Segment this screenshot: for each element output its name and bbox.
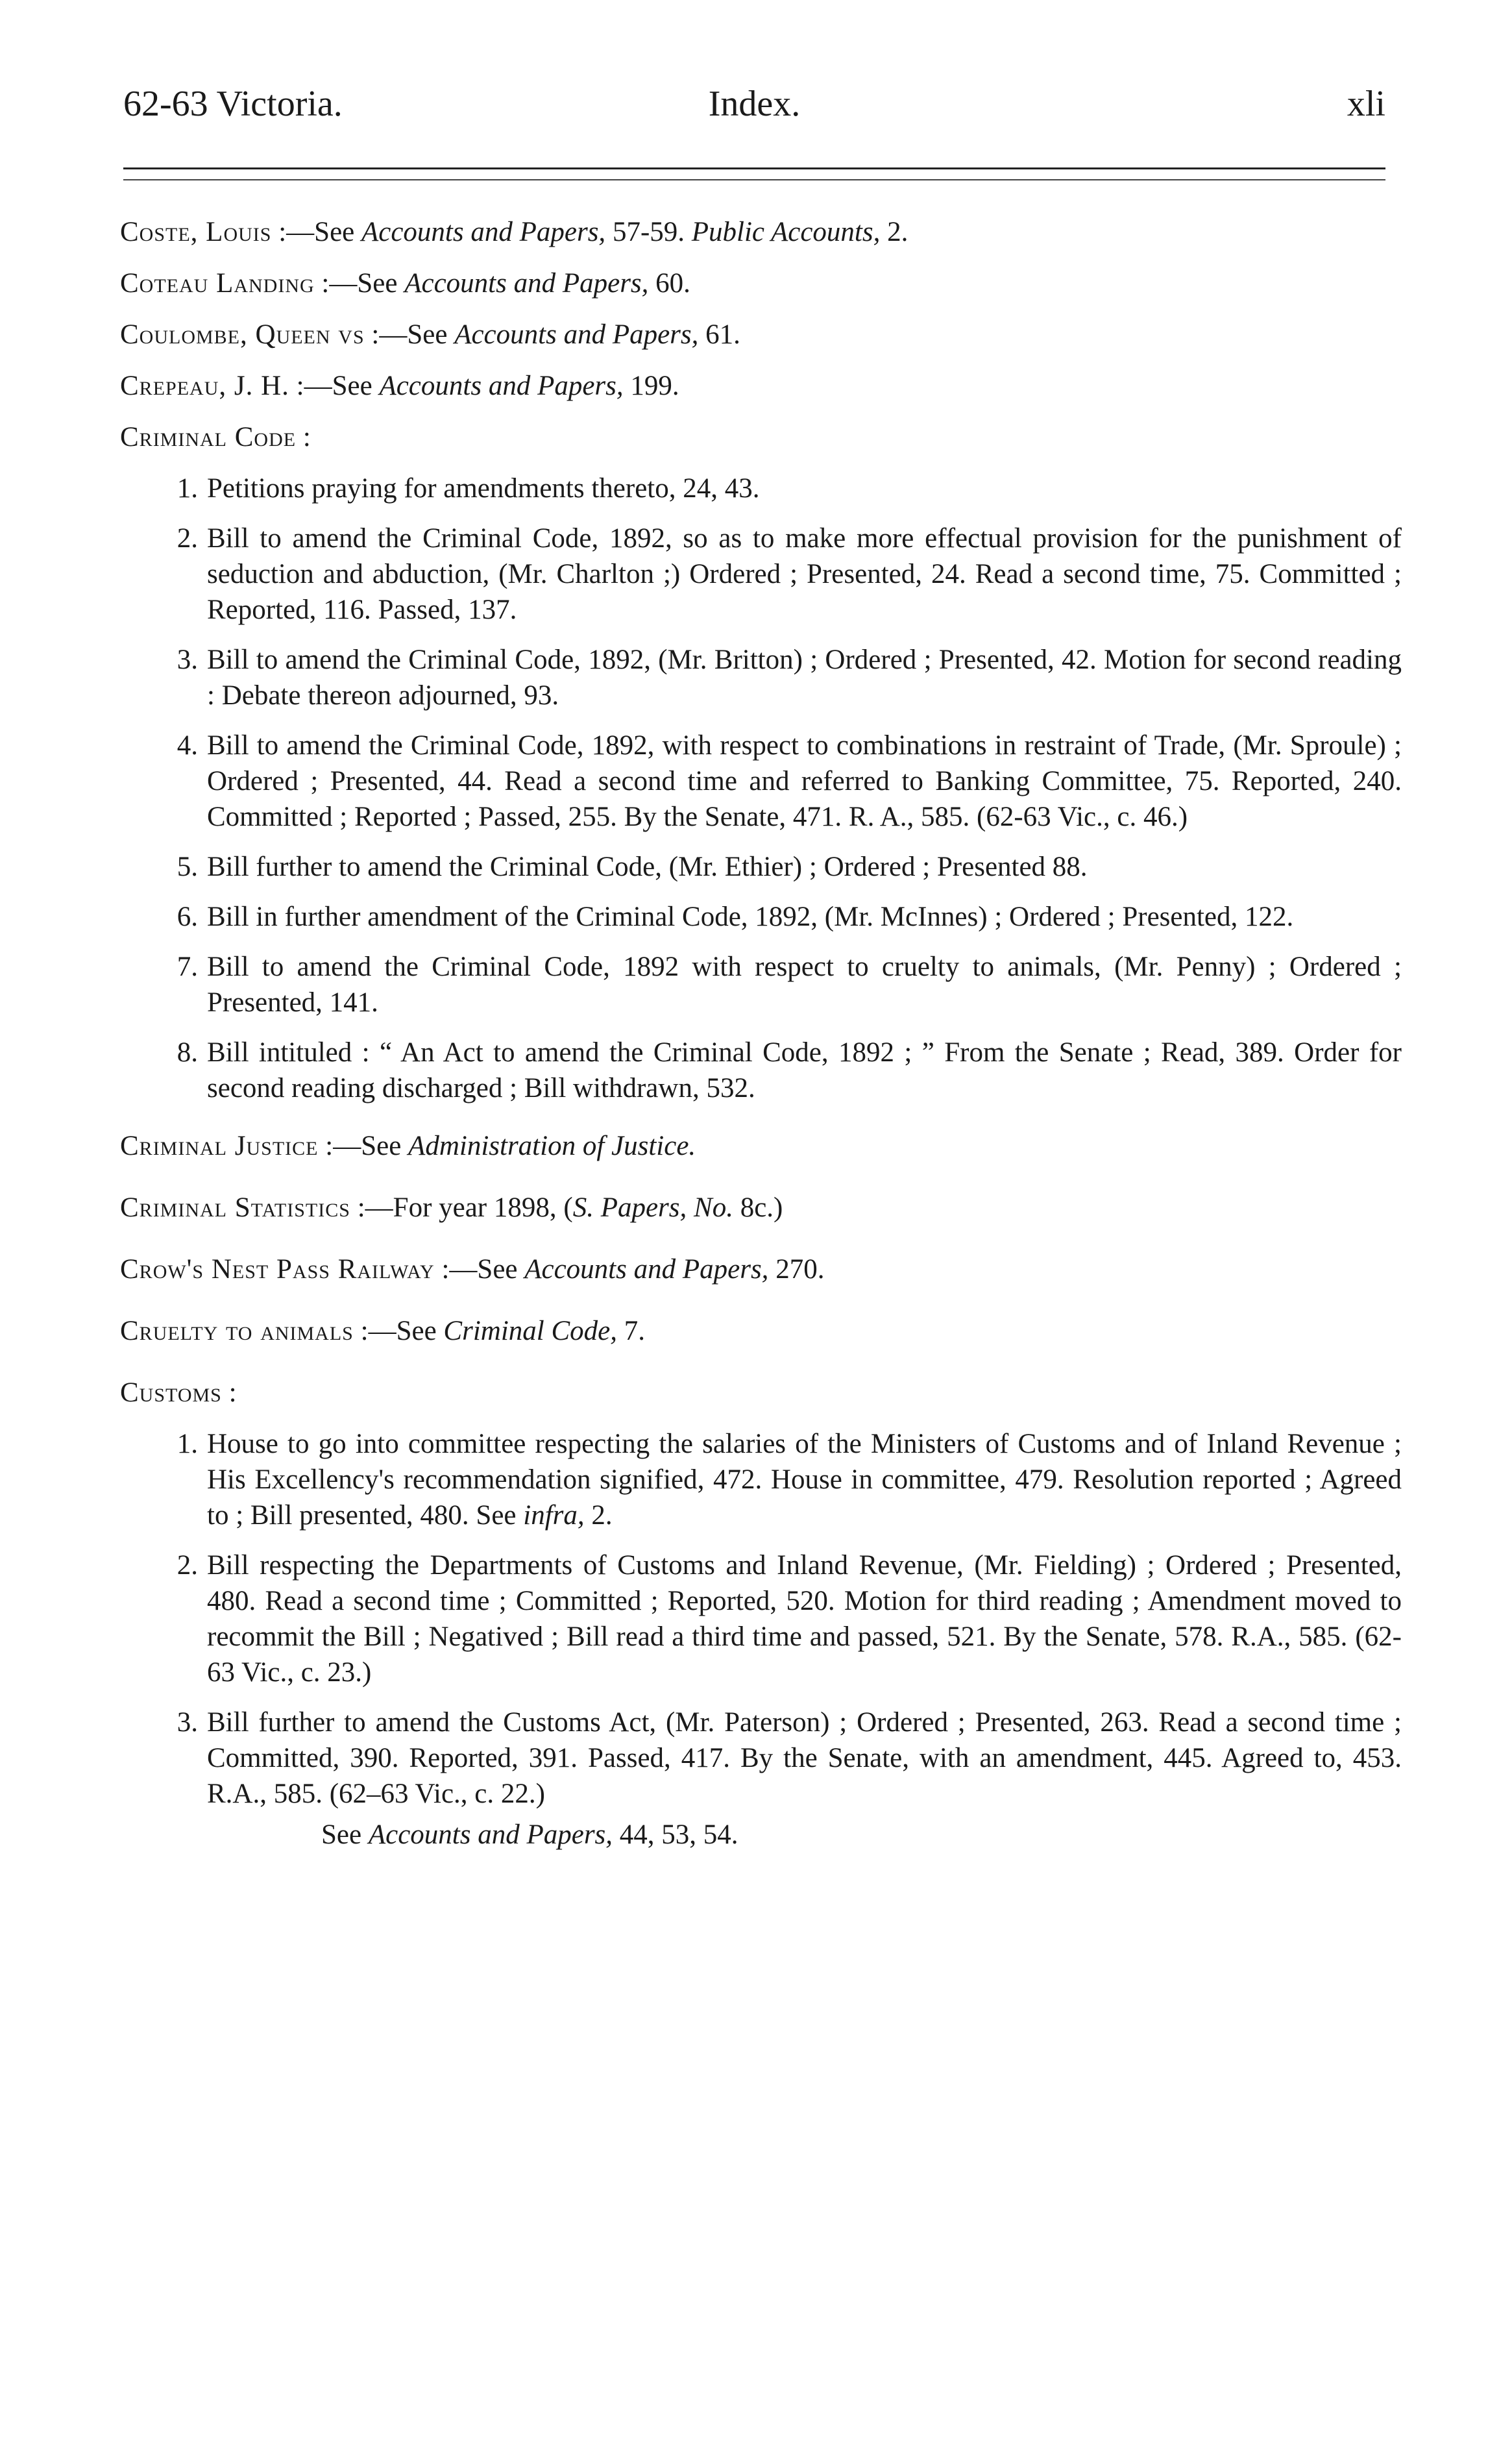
header-page-number: xli bbox=[1347, 84, 1385, 124]
entry-reference: Criminal Code, bbox=[443, 1316, 617, 1346]
entry-reference: S. Papers, No. bbox=[572, 1192, 733, 1223]
list-item: 2. Bill respecting the Departments of Customs and Inland Revenue, (Mr. Fielding) ; Ordered ; Presented, 480. Read a second time ; Committed ; Reported, 520. Motion for third reading ; Amendment moved to recommit the Bill ; Negatived ; Bill read a third time and passed, 521. By the Senate, 578. R.A., 585. (62-63 Vic., c. 23.) bbox=[177, 1550, 1402, 1688]
entry-reference: Accounts and Papers, bbox=[404, 268, 649, 299]
list-item: 1. Petitions praying for amendments thereto, 24, 43. bbox=[177, 473, 760, 504]
list-item: 2. Bill to amend the Criminal Code, 1892, so as to make more effectual provision for the punishment of seduction and abduction, (Mr. Charlton ;) Ordered ; Presented, 24. Read a second time, 75. Committed ; Reported, 116. Passed, 137. bbox=[177, 523, 1402, 625]
list-item: 3. Bill to amend the Criminal Code, 1892, (Mr. Britton) ; Ordered ; Presented, 42. Motion for second reading : Debate thereon adjourned, 93. bbox=[177, 645, 1402, 711]
header-session: 62-63 Victoria. bbox=[123, 84, 343, 124]
entry-reference: Accounts and Papers, bbox=[379, 371, 624, 401]
entry-heading: Criminal Statistics bbox=[120, 1192, 350, 1223]
index-entry-crepeau: Crepeau, J. H. :—See Accounts and Papers, 199. bbox=[120, 371, 679, 401]
index-entry-crows-nest: Crow's Nest Pass Railway :—See Accounts and Papers, 270. bbox=[120, 1254, 825, 1285]
section-heading: Customs : bbox=[120, 1377, 237, 1408]
entry-heading: Coteau Landing bbox=[120, 268, 315, 299]
index-entry-cruelty: Cruelty to animals :—See Criminal Code, 7. bbox=[120, 1316, 645, 1346]
section-customs bbox=[120, 1375, 1402, 1853]
list-item: 7. Bill to amend the Criminal Code, 1892 with respect to cruelty to animals, (Mr. Penny) ; Ordered ; Presented, 141. bbox=[177, 952, 1402, 1018]
index-content bbox=[120, 214, 1402, 1875]
entry-reference: Accounts and Papers, bbox=[361, 217, 606, 247]
index-entry-coulombe: Coulombe, Queen vs :—See Accounts and Papers, 61. bbox=[120, 319, 740, 350]
index-entry-coteau: Coteau Landing :—See Accounts and Papers, 60. bbox=[120, 268, 690, 299]
see-also-note: See Accounts and Papers, 44, 53, 54. bbox=[321, 1819, 738, 1850]
header-rule-bottom bbox=[123, 179, 1385, 180]
entry-heading: Crow's Nest Pass Railway bbox=[120, 1254, 435, 1285]
entry-heading: Cruelty to animals bbox=[120, 1316, 354, 1346]
list-item: 6. Bill in further amendment of the Criminal Code, 1892, (Mr. McInnes) ; Ordered ; Presented, 122. bbox=[177, 902, 1294, 932]
entry-heading: Coulombe, Queen vs bbox=[120, 319, 365, 350]
section-heading: Criminal Code : bbox=[120, 422, 311, 452]
header-title: Index. bbox=[708, 84, 801, 124]
entry-heading: Criminal Justice bbox=[120, 1131, 319, 1161]
section-criminal-code bbox=[120, 419, 1402, 1106]
entry-reference: Accounts and Papers, bbox=[524, 1254, 769, 1285]
list-item: 5. Bill further to amend the Criminal Code, (Mr. Ethier) ; Ordered ; Presented 88. bbox=[177, 852, 1088, 882]
index-entry-criminal-justice: Criminal Justice :—See Administration of Justice. bbox=[120, 1131, 696, 1161]
index-entry-criminal-statistics: Criminal Statistics :—For year 1898, (S. Papers, No. 8c.) bbox=[120, 1192, 783, 1223]
entry-heading: Crepeau, J. H. bbox=[120, 371, 289, 401]
index-entry-coste: Coste, Louis :—See Accounts and Papers, 57-59. Public Accounts, 2. bbox=[120, 217, 908, 247]
page-header bbox=[123, 83, 1385, 135]
entry-reference: Accounts and Papers, bbox=[454, 319, 699, 350]
list-item: 1. House to go into committee respecting the salaries of the Ministers of Customs and of Inland Revenue ; His Excellency's recommendation signified, 472. House in committee, 479. Resolution reported ; Agreed to ; Bill presented, 480. See infra, 2. bbox=[177, 1429, 1402, 1531]
list-item: 4. Bill to amend the Criminal Code, 1892, with respect to combinations in restraint of Trade, (Mr. Sproule) ; Ordered ; Presented, 44. Read a second time and referred to Banking Committee, 75. Reported, 240. Committed ; Reported ; Passed, 255. By the Senate, 471. R. A., 585. (62-63 Vic., c. 46.) bbox=[177, 730, 1402, 832]
list-item: 8. Bill intituled : “ An Act to amend the Criminal Code, 1892 ; ” From the Senate ; Read, 389. Order for second reading discharged ; Bill withdrawn, 532. bbox=[177, 1037, 1402, 1103]
header-rule-top bbox=[123, 167, 1385, 169]
entry-heading: Coste, Louis bbox=[120, 217, 272, 247]
entry-reference: Administration of Justice. bbox=[408, 1131, 696, 1161]
entry-reference-2: Public Accounts, bbox=[691, 217, 881, 247]
list-item: 3. Bill further to amend the Customs Act, (Mr. Paterson) ; Ordered ; Presented, 263. Read a second time ; Committed, 390. Reported, 391. Passed, 417. By the Senate, with an amendment, 445. Agreed to, 453. R.A., 585. (62–63 Vic., c. 22.) bbox=[177, 1707, 1402, 1809]
